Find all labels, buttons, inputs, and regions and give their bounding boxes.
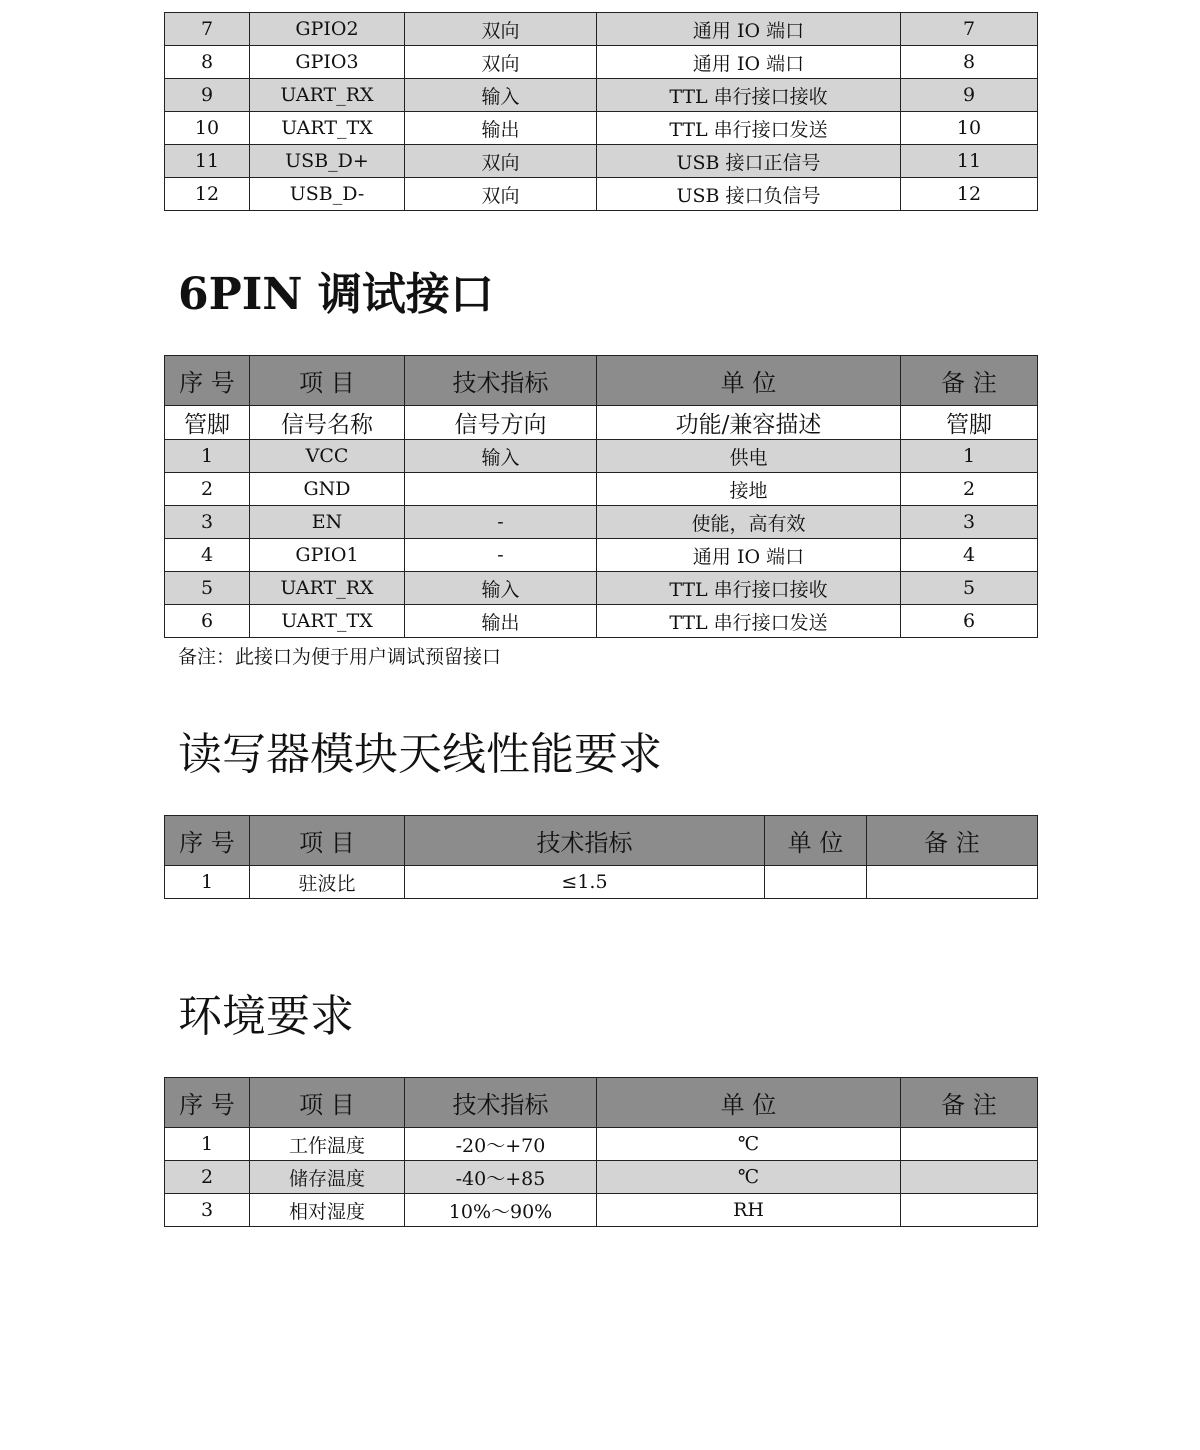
debug-interface-table: [164, 355, 1038, 638]
table-cell: 驻波比: [250, 866, 405, 899]
table-cell: 双向: [405, 13, 597, 46]
table-row: [165, 506, 1038, 539]
subheader-cell: 功能/兼容描述: [597, 406, 901, 440]
table-cell: ≤1.5: [405, 866, 765, 899]
header-cell: 单 位: [597, 356, 901, 406]
table-cell: USB 接口负信号: [597, 178, 901, 211]
table-cell: 2: [165, 1161, 250, 1194]
table-cell: 1: [901, 440, 1038, 473]
header-cell: 备 注: [901, 1078, 1038, 1128]
table-cell: 8: [901, 46, 1038, 79]
header-cell: 备 注: [867, 816, 1038, 866]
table-cell: -: [405, 506, 597, 539]
table-header-row: [165, 356, 1038, 406]
environment-requirements-title: 环境要求: [178, 991, 354, 1042]
header-cell: 序 号: [165, 356, 250, 406]
table-cell: 1: [165, 1128, 250, 1161]
subheader-cell: 信号名称: [250, 406, 405, 440]
table-cell: 8: [165, 46, 250, 79]
table-cell: GND: [250, 473, 405, 506]
table-cell: USB_D-: [250, 178, 405, 211]
table-cell: 双向: [405, 145, 597, 178]
table-cell: 7: [165, 13, 250, 46]
table-cell: 输入: [405, 572, 597, 605]
table-cell: -: [405, 539, 597, 572]
table-cell: 工作温度: [250, 1128, 405, 1161]
table-header-row: [165, 1078, 1038, 1128]
table-cell: TTL 串行接口发送: [597, 112, 901, 145]
table-cell: VCC: [250, 440, 405, 473]
table-cell: 通用 IO 端口: [597, 539, 901, 572]
table-cell: 1: [165, 440, 250, 473]
header-cell: 技术指标: [405, 1078, 597, 1128]
table-cell: ℃: [597, 1128, 901, 1161]
table-cell: UART_RX: [250, 79, 405, 112]
table-cell: 储存温度: [250, 1161, 405, 1194]
table-row: [165, 46, 1038, 79]
header-cell: 单 位: [597, 1078, 901, 1128]
table-cell: 5: [165, 572, 250, 605]
table-cell: 9: [165, 79, 250, 112]
table-cell: 11: [901, 145, 1038, 178]
table-row: [165, 605, 1038, 638]
table-row: [165, 79, 1038, 112]
table-cell: TTL 串行接口发送: [597, 605, 901, 638]
header-cell: 序 号: [165, 1078, 250, 1128]
table-cell: [405, 473, 597, 506]
table-cell: UART_TX: [250, 605, 405, 638]
table-cell: 9: [901, 79, 1038, 112]
antenna-requirements-table: [164, 815, 1038, 899]
table-row: [165, 440, 1038, 473]
table-row: [165, 539, 1038, 572]
table-cell: 双向: [405, 178, 597, 211]
environment-requirements-table: [164, 1077, 1038, 1227]
antenna-requirements-title: 读写器模块天线性能要求: [178, 729, 662, 780]
table-cell: 输入: [405, 440, 597, 473]
table-cell: 输出: [405, 605, 597, 638]
table-cell: 通用 IO 端口: [597, 46, 901, 79]
table-subheader-row: [165, 406, 1038, 440]
debug-interface-note: 备注：此接口为便于用户调试预留接口: [178, 646, 502, 668]
table-cell: [867, 866, 1038, 899]
table-cell: GPIO2: [250, 13, 405, 46]
table-row: [165, 145, 1038, 178]
pin-table-continued: [164, 12, 1038, 211]
table-cell: [901, 1194, 1038, 1227]
table-header-row: [165, 816, 1038, 866]
table-cell: 6: [165, 605, 250, 638]
table-cell: 3: [165, 1194, 250, 1227]
table-cell: [901, 1128, 1038, 1161]
table-cell: 10: [901, 112, 1038, 145]
table-cell: GPIO1: [250, 539, 405, 572]
table-row: [165, 866, 1038, 899]
header-cell: 项 目: [250, 816, 405, 866]
table-cell: 输入: [405, 79, 597, 112]
table-cell: 12: [901, 178, 1038, 211]
table-cell: UART_TX: [250, 112, 405, 145]
subheader-cell: 管脚: [901, 406, 1038, 440]
table-cell: USB_D+: [250, 145, 405, 178]
table-cell: 通用 IO 端口: [597, 13, 901, 46]
header-cell: 项 目: [250, 356, 405, 406]
table-cell: 3: [901, 506, 1038, 539]
table-cell: [765, 866, 867, 899]
table-row: [165, 1194, 1038, 1227]
table-cell: 6: [901, 605, 1038, 638]
header-cell: 序 号: [165, 816, 250, 866]
table-cell: 供电: [597, 440, 901, 473]
table-cell: GPIO3: [250, 46, 405, 79]
table-row: [165, 13, 1038, 46]
table-cell: UART_RX: [250, 572, 405, 605]
table-cell: [901, 1161, 1038, 1194]
header-cell: 备 注: [901, 356, 1038, 406]
table-row: [165, 1161, 1038, 1194]
table-row: [165, 473, 1038, 506]
header-cell: 单 位: [765, 816, 867, 866]
table-cell: 1: [165, 866, 250, 899]
subheader-cell: 信号方向: [405, 406, 597, 440]
debug-interface-title: 6PIN 调试接口: [178, 269, 494, 320]
table-cell: EN: [250, 506, 405, 539]
table-cell: 4: [165, 539, 250, 572]
table-cell: 7: [901, 13, 1038, 46]
table-cell: 10%～90%: [405, 1194, 597, 1227]
subheader-cell: 管脚: [165, 406, 250, 440]
header-cell: 技术指标: [405, 356, 597, 406]
table-cell: TTL 串行接口接收: [597, 572, 901, 605]
table-cell: 相对湿度: [250, 1194, 405, 1227]
table-cell: 10: [165, 112, 250, 145]
table-cell: TTL 串行接口接收: [597, 79, 901, 112]
header-cell: 技术指标: [405, 816, 765, 866]
table-cell: USB 接口正信号: [597, 145, 901, 178]
table-cell: 2: [165, 473, 250, 506]
table-row: [165, 178, 1038, 211]
table-row: [165, 112, 1038, 145]
table-cell: 2: [901, 473, 1038, 506]
table-cell: 使能，高有效: [597, 506, 901, 539]
table-row: [165, 572, 1038, 605]
table-cell: 12: [165, 178, 250, 211]
table-cell: 双向: [405, 46, 597, 79]
table-cell: 11: [165, 145, 250, 178]
table-cell: 3: [165, 506, 250, 539]
table-cell: ℃: [597, 1161, 901, 1194]
table-cell: RH: [597, 1194, 901, 1227]
table-cell: -40～+85: [405, 1161, 597, 1194]
header-cell: 项 目: [250, 1078, 405, 1128]
table-cell: 4: [901, 539, 1038, 572]
table-row: [165, 1128, 1038, 1161]
table-cell: -20～+70: [405, 1128, 597, 1161]
table-cell: 输出: [405, 112, 597, 145]
table-cell: 接地: [597, 473, 901, 506]
table-cell: 5: [901, 572, 1038, 605]
